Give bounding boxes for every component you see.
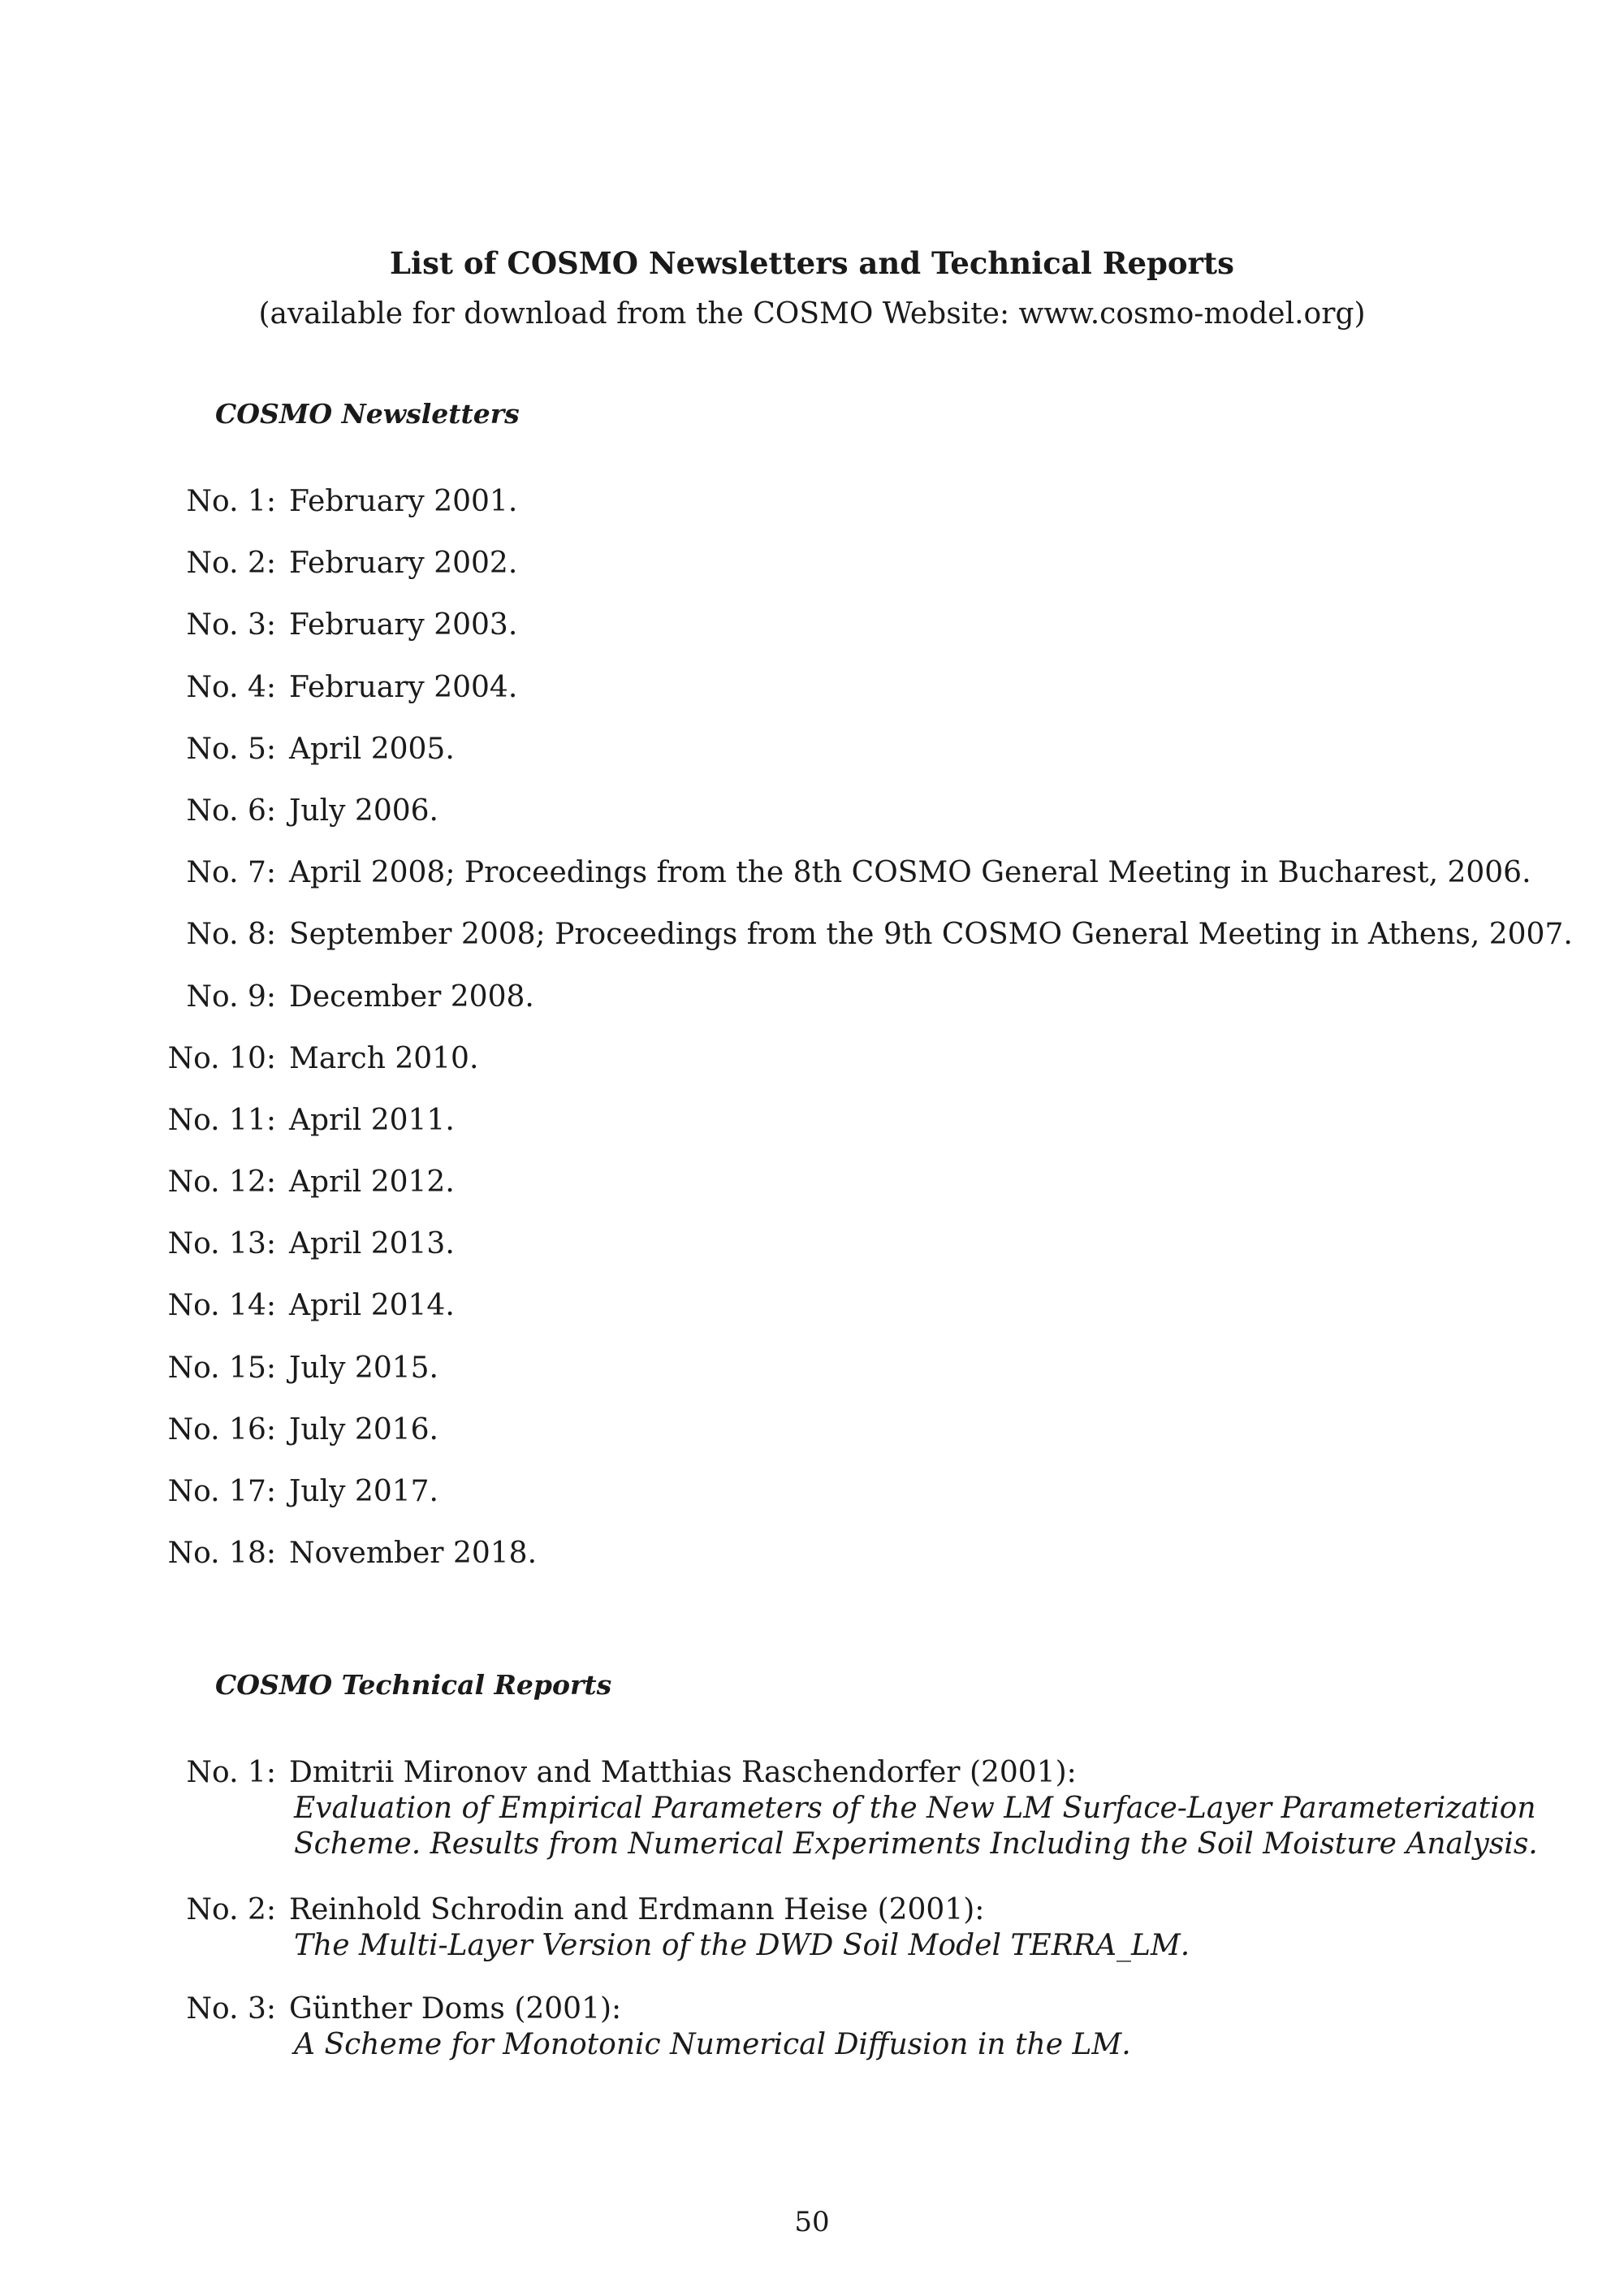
newsletter-number: No. 5: [186,732,276,766]
newsletter-number: No. 11: [167,1103,276,1137]
newsletter-number: No. 6: [186,793,276,828]
report-title [294,1928,1479,1964]
newsletter-date: April 2013. [289,1227,455,1261]
newsletter-date: February 2003. [289,608,518,642]
newsletter-item [0,484,1624,546]
report-item [0,1892,1624,1991]
newsletters-heading: COSMO Newsletters [215,398,520,430]
newsletter-date: July 2017. [289,1475,438,1508]
newsletter-number: No. 14: [167,1289,276,1323]
newsletter-date: November 2018. [289,1537,538,1571]
newsletter-item [0,1041,1624,1103]
newsletter-item [0,1103,1624,1165]
newsletter-date: April 2014. [289,1289,455,1323]
newsletter-date: July 2006. [289,793,438,828]
newsletter-item [0,546,1624,608]
report-author: Reinhold Schrodin and Erdmann Heise (2001): [289,1893,985,1926]
reports-heading: COSMO Technical Reports [215,1669,612,1701]
newsletter-item [0,608,1624,669]
newsletter-date: September 2008; Proceedings from the 9th COSMO General Meeting in Athens, 2007. [289,918,1573,952]
report-list [0,1755,1624,2091]
newsletter-item [0,732,1624,793]
newsletter-number: No. 17: [167,1475,276,1508]
newsletter-number: No. 8: [186,918,276,952]
newsletter-item [0,855,1624,917]
newsletter-date: February 2004. [289,670,518,704]
report-item [0,1755,1624,1892]
newsletter-number: No. 12: [167,1165,276,1200]
newsletter-item [0,793,1624,855]
report-title-line: Scheme. Results from Numerical Experiments Including the Soil Moisture Analysis. [294,1827,1538,1861]
report-title [294,2027,1479,2063]
report-title-line: A Scheme for Monotonic Numerical Diffusion in the LM. [294,2028,1131,2061]
newsletter-date: March 2010. [289,1041,479,1075]
newsletter-item [0,917,1624,979]
newsletter-item [0,1412,1624,1474]
newsletter-date: February 2001. [289,485,518,518]
newsletter-number: No. 13: [167,1227,276,1261]
newsletter-item [0,1226,1624,1288]
report-number: No. 3: [186,1992,276,2026]
newsletter-date: February 2002. [289,547,518,581]
report-number: No. 2: [186,1893,276,1926]
report-author: Günther Doms (2001): [289,1992,622,2026]
newsletter-date: December 2008. [289,979,534,1014]
newsletter-item [0,1351,1624,1412]
page-title: List of COSMO Newsletters and Technical Reports [390,245,1234,281]
newsletter-date: July 2016. [289,1412,438,1446]
newsletter-date: April 2008; Proceedings from the 8th COSMO General Meeting in Bucharest, 2006. [289,856,1531,890]
newsletter-number: No. 18: [167,1537,276,1571]
newsletter-item [0,670,1624,732]
newsletter-number: No. 15: [167,1351,276,1385]
report-item [0,1991,1624,2091]
newsletter-number: No. 10: [167,1041,276,1075]
newsletter-number: No. 2: [186,547,276,581]
report-number: No. 1: [186,1756,276,1789]
newsletter-number: No. 7: [186,856,276,890]
report-author: Dmitrii Mironov and Matthias Raschendorfer (2001): [289,1756,1077,1789]
newsletter-list [0,484,1624,1598]
page-subtitle: (available for download from the COSMO Website: www.cosmo-model.org) [258,297,1366,331]
newsletter-item [0,979,1624,1041]
newsletter-item [0,1474,1624,1536]
report-title-line: Evaluation of Empirical Parameters of the New LM Surface-Layer Parameterization [294,1792,1536,1825]
newsletter-number: No. 16: [167,1412,276,1446]
page-number: 50 [794,2206,830,2238]
newsletter-number: No. 3: [186,608,276,642]
newsletter-item [0,1165,1624,1226]
newsletter-item [0,1536,1624,1598]
report-title-line: The Multi-Layer Version of the DWD Soil Model TERRA_LM. [294,1929,1190,1962]
newsletter-number: No. 1: [186,485,276,518]
newsletter-date: April 2005. [289,732,455,766]
newsletter-number: No. 4: [186,670,276,704]
newsletter-number: No. 9: [186,979,276,1014]
newsletter-date: April 2012. [289,1165,455,1200]
report-title [294,1791,1538,1862]
newsletter-date: July 2015. [289,1351,438,1385]
newsletter-item [0,1288,1624,1350]
newsletter-date: April 2011. [289,1103,455,1137]
